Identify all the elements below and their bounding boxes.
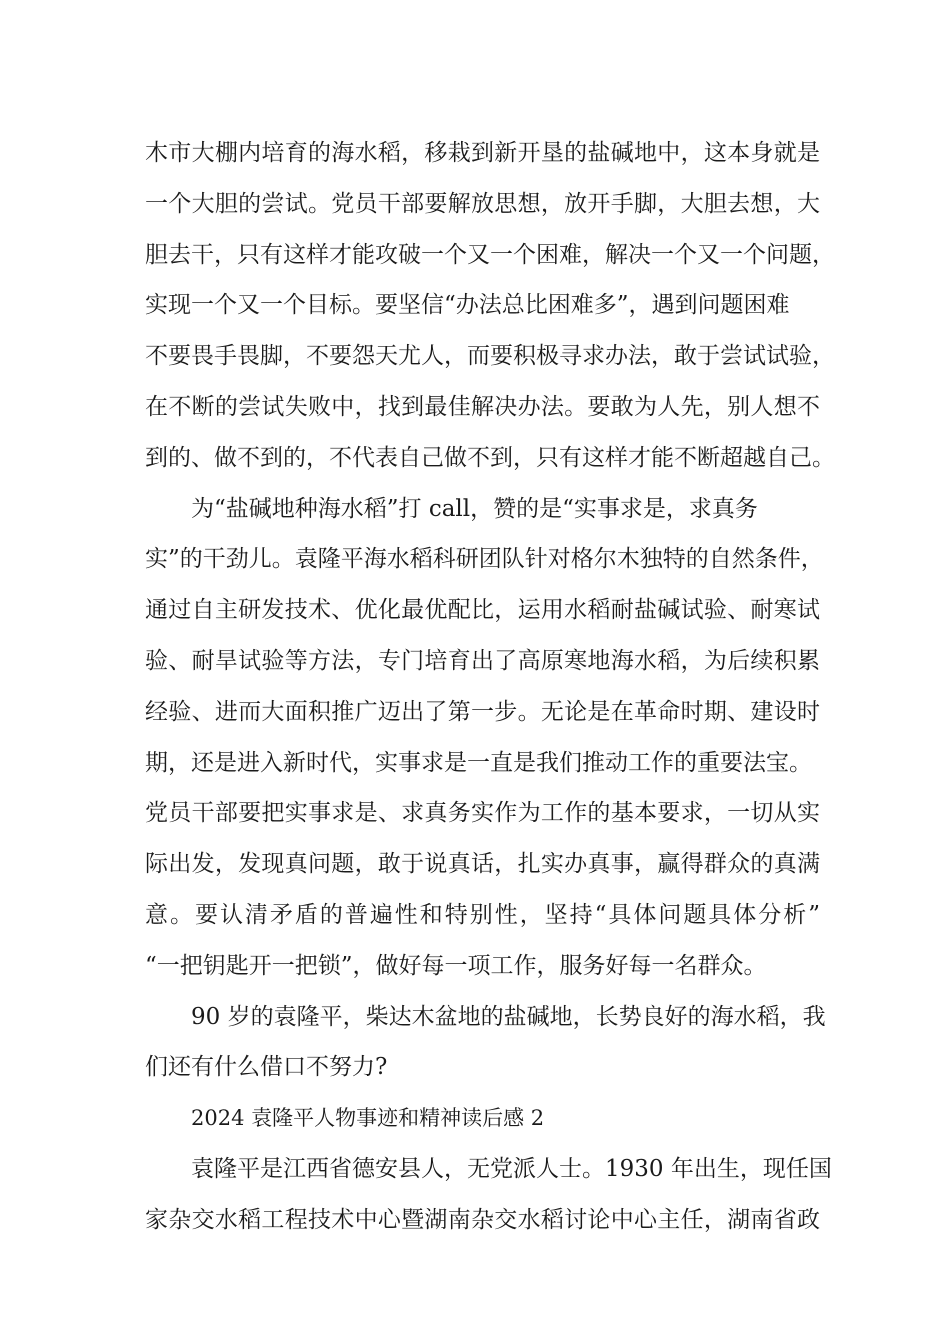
- section-heading: 2024 袁隆平人物事迹和精神读后感 2: [191, 1106, 545, 1131]
- text-line: 党员干部要把实事求是、求真务实作为工作的基本要求，一切从实: [145, 800, 820, 827]
- text-line: “一把钥匙开一把锁”，做好每一项工作，服务好每一名群众。: [145, 952, 767, 979]
- text-line: 不要畏手畏脚，不要怨天尤人，而要积极寻求办法，敢于尝试试验，: [145, 343, 835, 370]
- paragraph-first-line: 为“盐碱地种海水稻”打 call，赞的是“实事求是，求真务: [191, 495, 758, 522]
- text-line: 经验、进而大面积推广迈出了第一步。无论是在革命时期、建设时: [145, 698, 820, 725]
- text-line: 到的、做不到的，不代表自己做不到，只有这样才能不断超越自己。: [145, 444, 835, 471]
- text-line: 木市大棚内培育的海水稻，移栽到新开垦的盐碱地中，这本身就是: [145, 140, 820, 166]
- text-line: 实现一个又一个目标。要坚信“办法总比困难多”，遇到问题困难: [145, 292, 790, 319]
- paragraph-first-line: 90 岁的袁隆平，柴达木盆地的盐碱地，长势良好的海水稻，我: [191, 1003, 826, 1030]
- text-line: 一个大胆的尝试。党员干部要解放思想，放开手脚，大胆去想，大: [145, 190, 820, 217]
- text-line: 意。要认清矛盾的普遍性和特别性，坚持“具体问题具体分析”: [145, 901, 820, 928]
- text-line: 们还有什么借口不努力?: [145, 1054, 388, 1081]
- text-line: 际出发，发现真问题，敢于说真话，扎实办真事，赢得群众的真满: [145, 851, 820, 878]
- text-line: 胆去干，只有这样才能攻破一个又一个困难，解决一个又一个问题，: [145, 241, 835, 268]
- text-line: 实”的干劲儿。袁隆平海水稻科研团队针对格尔木独特的自然条件，: [145, 546, 824, 573]
- document-body: [145, 135, 835, 1253]
- paragraph-first-line: 袁隆平是江西省德安县人，无党派人士。1930 年出生，现任国: [191, 1155, 832, 1182]
- text-line: 家杂交水稻工程技术中心暨湖南杂交水稻讨论中心主任，湖南省政: [145, 1206, 820, 1233]
- text-line: 在不断的尝试失败中，找到最佳解决办法。要敢为人先，别人想不: [145, 393, 820, 420]
- text-line: 通过自主研发技术、优化最优配比，运用水稻耐盐碱试验、耐寒试: [145, 597, 820, 624]
- text-line: 期，还是进入新时代，实事求是一直是我们推动工作的重要法宝。: [145, 749, 812, 776]
- text-line: 验、耐旱试验等方法，专门培育出了高原寒地海水稻，为后续积累: [145, 647, 820, 674]
